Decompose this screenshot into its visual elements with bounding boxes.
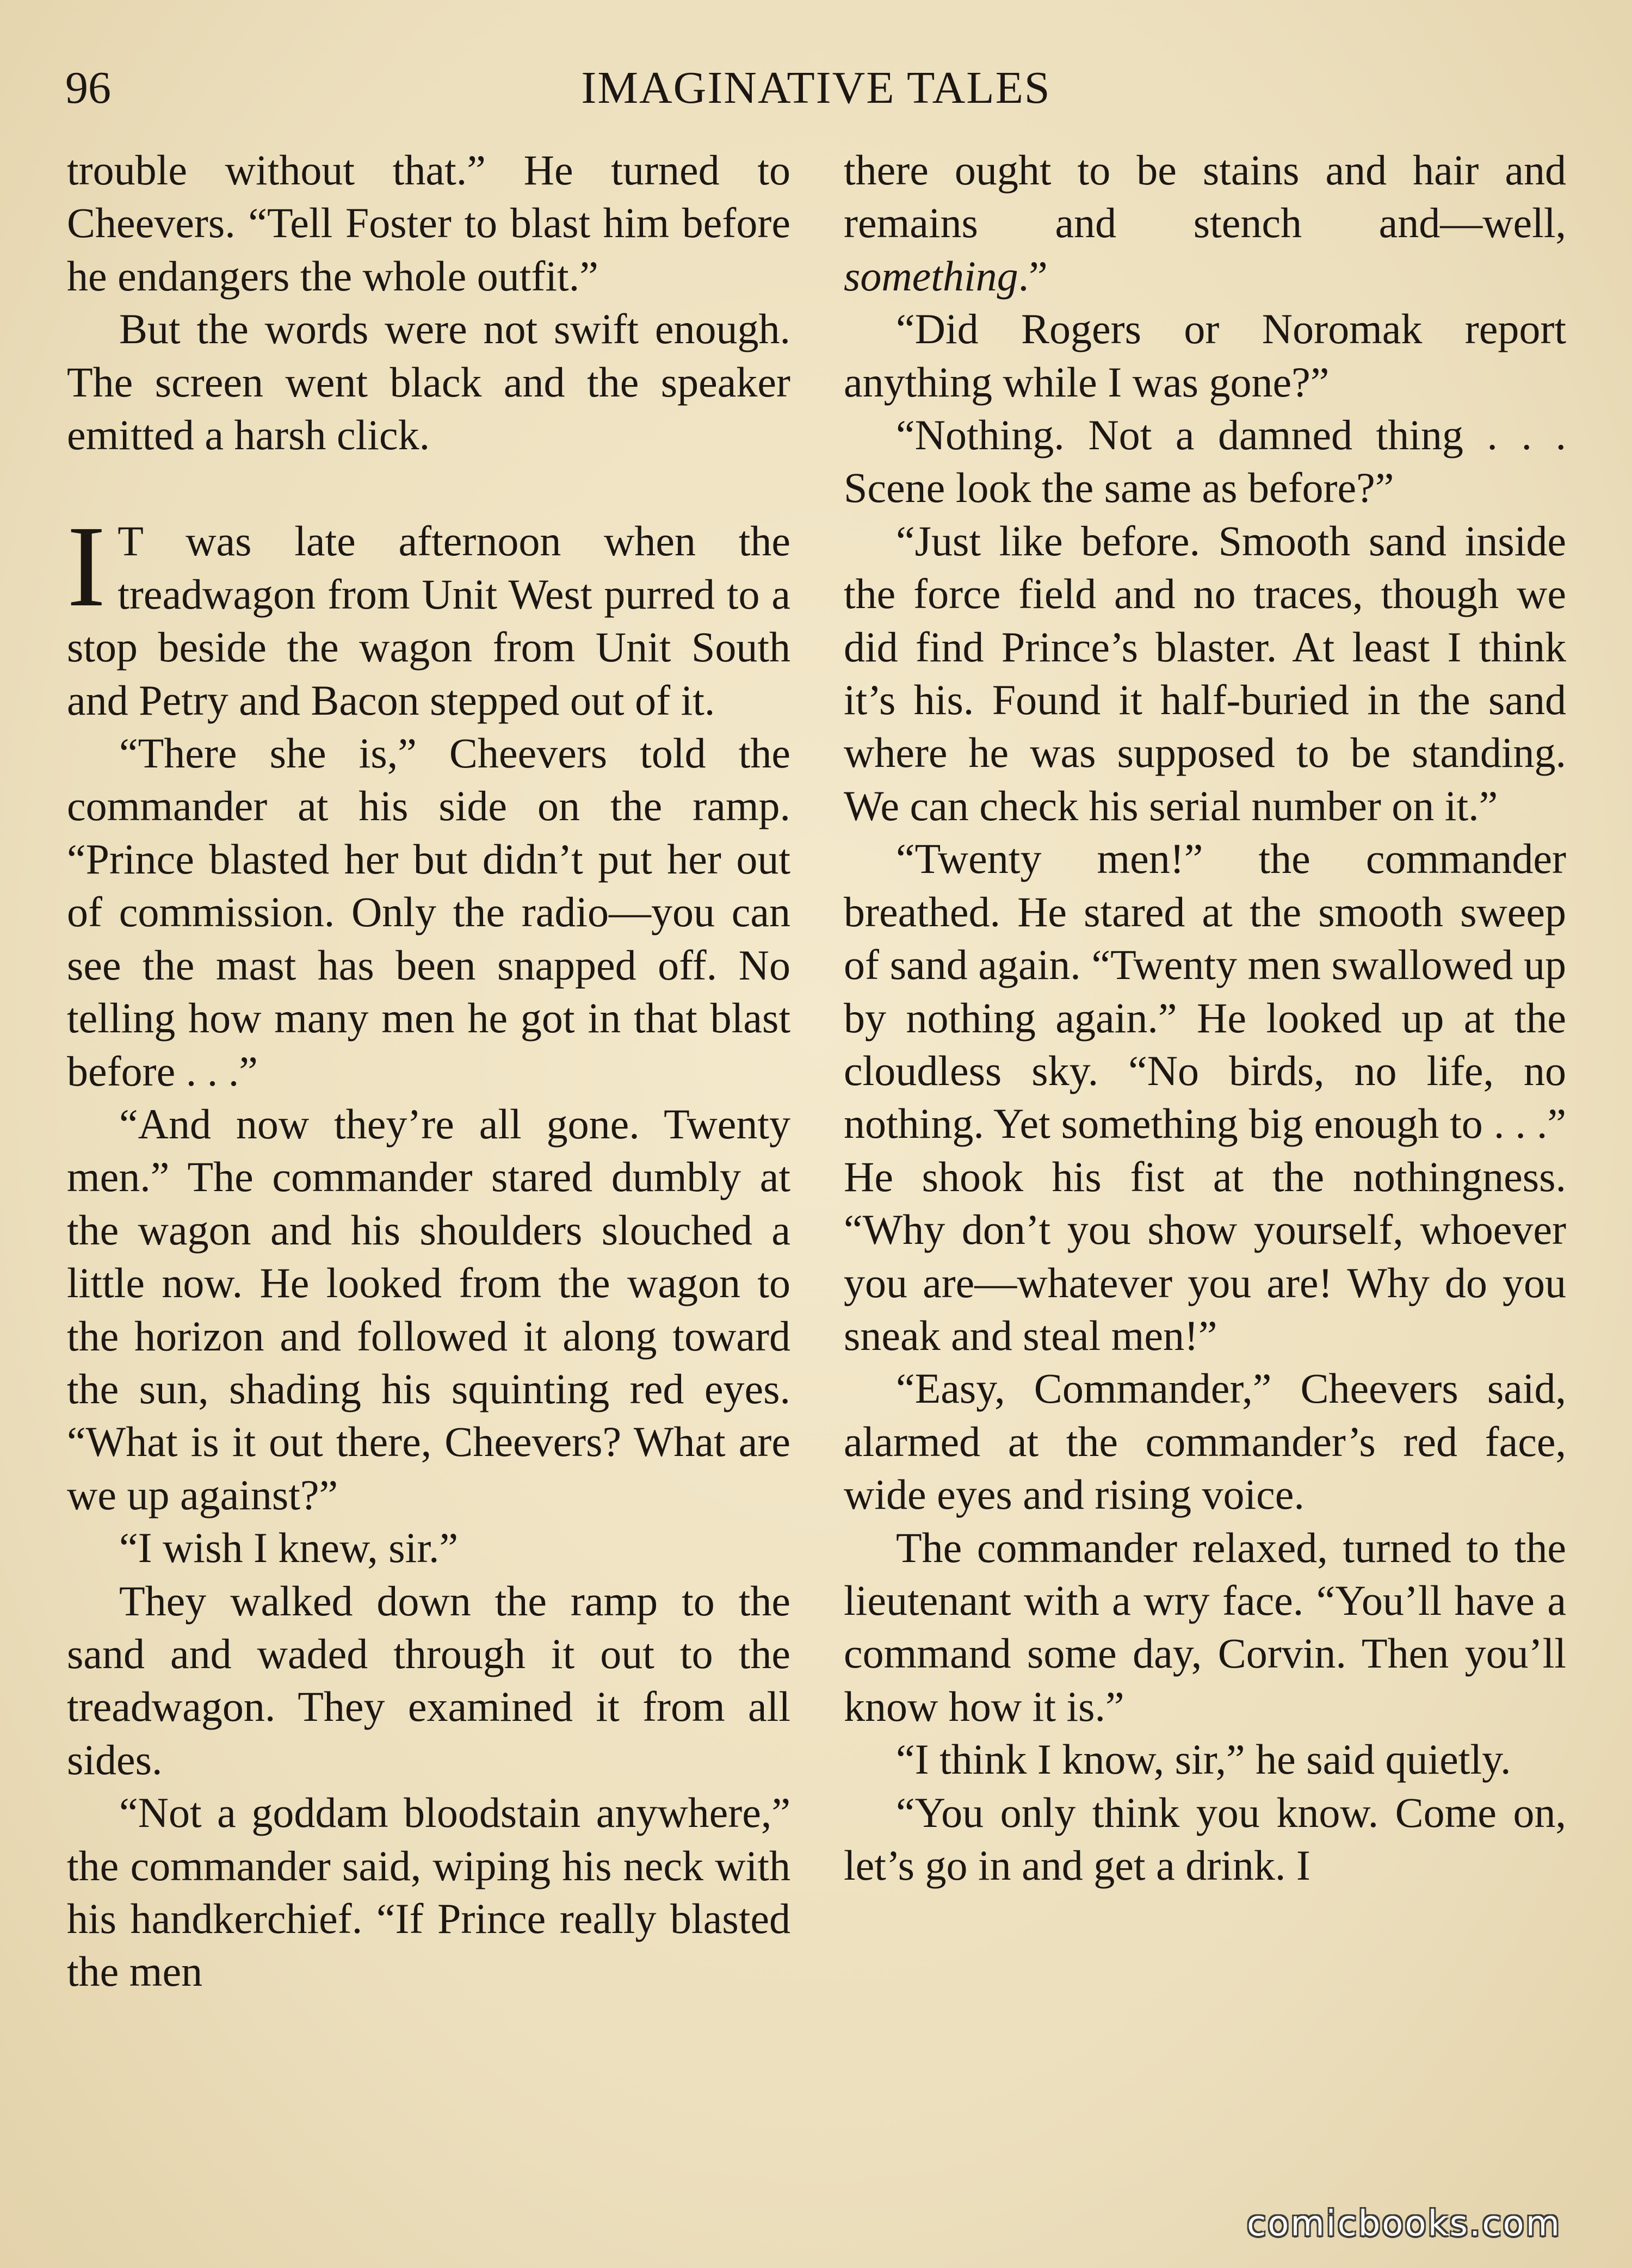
right-column (844, 144, 1566, 1892)
site-watermark: comicbooks.com (1246, 2204, 1561, 2244)
paragraph: “Just like before. Smooth sand inside the force field and no traces, though we did find Prince’s blaster. At least I think it’s his. Found it half-buried in the sand where he was supposed to be standing. We can check his serial number on it.” (844, 517, 1566, 829)
paragraph: “Easy, Commander,” Cheevers said, alarmed at the commander’s red face, wide eyes and rising voice. (844, 1365, 1566, 1519)
paragraph-text: there ought to be stains and hair and remains and stench and—well, (844, 146, 1566, 247)
paragraph-text: T was late afternoon when the treadwagon from Unit West purred to a stop beside the wagon from Unit South and Petry and Bacon stepped out of it. (67, 517, 790, 724)
paragraph: “You only think you know. Come on, let’s go in and get a drink. I (844, 1788, 1566, 1889)
section-break (67, 461, 790, 515)
paragraph: “Nothing. Not a damned thing . . . Scene look the same as before?” (844, 411, 1566, 512)
drop-cap: I (67, 502, 106, 631)
paragraph: The commander relaxed, turned to the lieutenant with a wry face. “You’ll have a command some day, Corvin. Then you’ll know how it is.” (844, 1523, 1566, 1730)
page-number: 96 (65, 63, 111, 113)
paragraph: “I wish I knew, sir.” (119, 1524, 459, 1572)
paragraph-with-drop-cap (67, 502, 790, 727)
paragraph: “There she is,” Cheevers told the commander at his side on the ramp. “Prince blasted her but didn’t put her out of commission. Only the radio—you can see the mast has been snapped off. No telling how many men he got in that blast before . . .” (67, 729, 790, 1095)
paragraph: They walked down the ramp to the sand and waded through it out to the treadwagon. They examined it from all sides. (67, 1577, 790, 1783)
paragraph: “Not a goddam bloodstain anywhere,” the commander said, wiping his neck with his handkerchief. “If Prince really blasted the men (67, 1789, 790, 1996)
paragraph-text: .” (1018, 252, 1048, 300)
paragraph: “Twenty men!” the commander breathed. He stared at the smooth sweep of sand again. “Twenty men swallowed up by nothing again.” He looked up at the cloudless sky. “No birds, no life, no nothing. Yet something big enough to . . .” He shook his fist at the nothingness. “Why don’t you show yourself, whoever you are—whatever you are! Why do you sneak and steal men!” (844, 835, 1566, 1359)
left-column (67, 144, 790, 1998)
paragraph: “And now they’re all gone. Twenty men.” The commander stared dumbly at the wagon and his shoulders slouched a little now. He looked from the wagon to the horizon and followed it along toward the sun, shading his squinting red eyes. “What is it out there, Cheevers? What are we up against?” (67, 1100, 790, 1519)
paragraph: “I think I know, sir,” he said quietly. (896, 1736, 1511, 1783)
paragraph: But the words were not swift enough. The screen went black and the speaker emitted a harsh click. (67, 305, 790, 459)
paragraph: trouble without that.” He turned to Cheevers. “Tell Foster to blast him before he endangers the whole outfit.” (67, 146, 790, 300)
paragraph (844, 144, 1566, 302)
running-head: IMAGINATIVE TALES (581, 63, 1051, 113)
paragraph: “Did Rogers or Noromak report anything while I was gone?” (844, 305, 1566, 406)
italic-word: something (844, 252, 1018, 300)
